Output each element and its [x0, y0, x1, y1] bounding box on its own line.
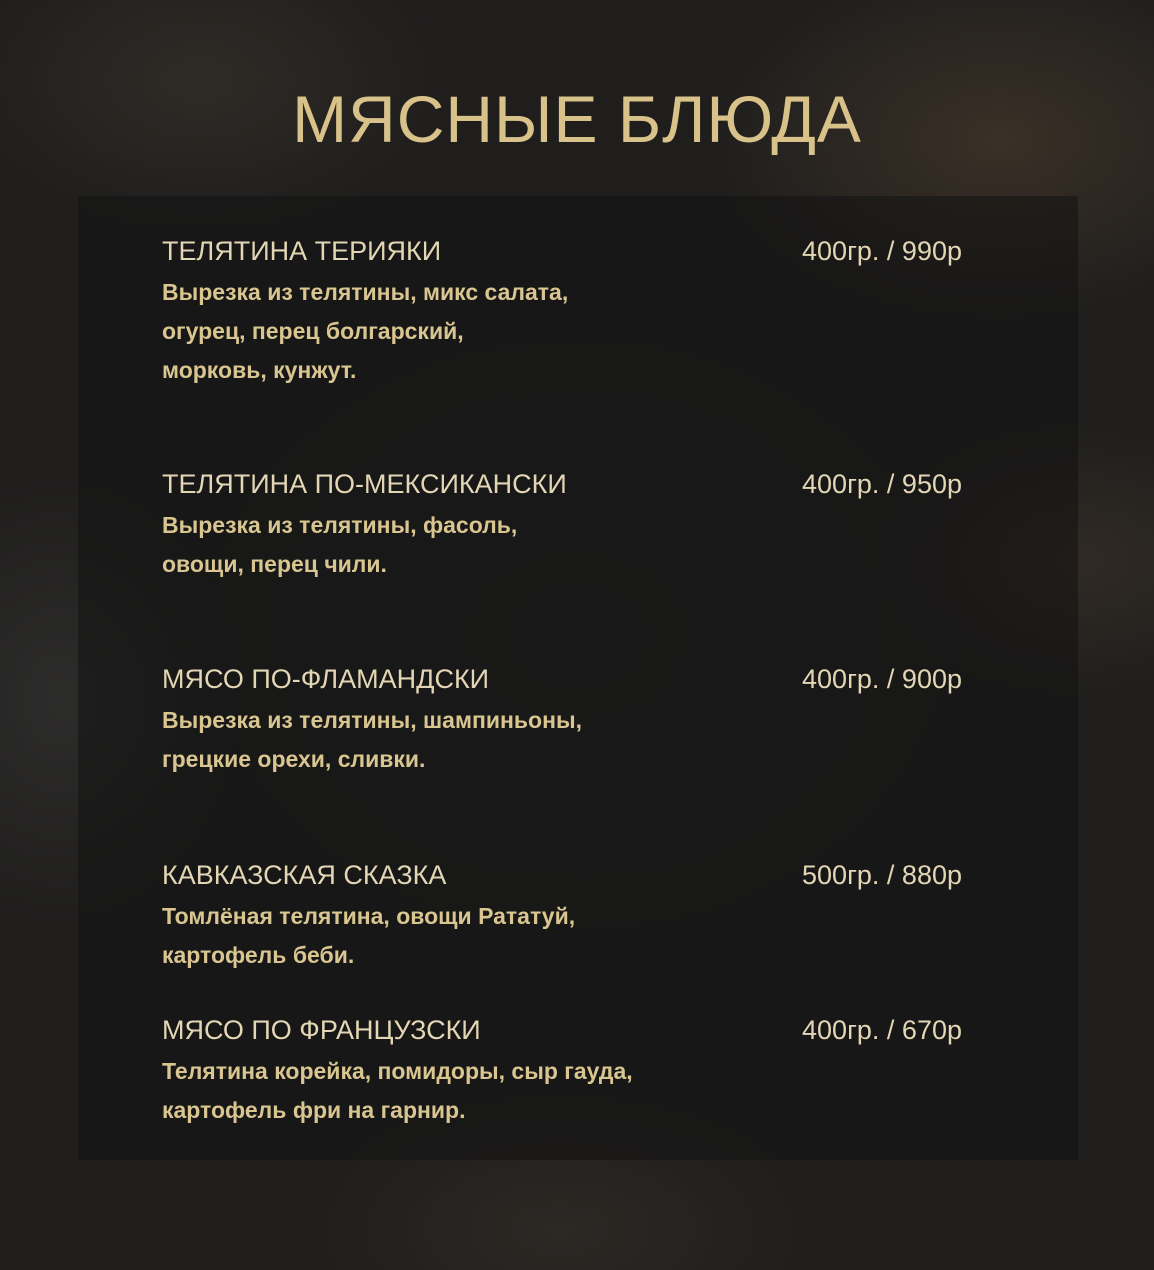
item-price: 400гр. / 990р: [802, 236, 962, 266]
item-price: 500гр. / 880р: [802, 860, 962, 890]
item-description-line: картофель фри на гарнир.: [162, 1097, 466, 1123]
item-description: [162, 897, 575, 975]
item-name: КАВКАЗСКАЯ СКАЗКА: [162, 860, 447, 890]
item-description-line: овощи, перец чили.: [162, 551, 387, 577]
item-description-line: морковь, кунжут.: [162, 357, 357, 383]
item-description: [162, 1052, 633, 1130]
item-price: 400гр. / 900р: [802, 664, 962, 694]
item-description: [162, 701, 582, 779]
item-name: ТЕЛЯТИНА ПО-МЕКСИКАНСКИ: [162, 469, 567, 499]
item-description-line: Вырезка из телятины, фасоль,: [162, 512, 518, 538]
item-name: ТЕЛЯТИНА ТЕРИЯКИ: [162, 236, 442, 266]
item-description: [162, 506, 517, 584]
item-name: МЯСО ПО ФРАНЦУЗСКИ: [162, 1015, 481, 1045]
item-description-line: грецкие орехи, сливки.: [162, 746, 426, 772]
item-price: 400гр. / 670р: [802, 1015, 962, 1045]
item-description-line: Телятина корейка, помидоры, сыр гауда,: [162, 1058, 633, 1084]
item-description-line: картофель беби.: [162, 942, 355, 968]
page-title: МЯСНЫЕ БЛЮДА: [292, 82, 862, 156]
item-name: МЯСО ПО-ФЛАМАНДСКИ: [162, 664, 490, 694]
item-description: [162, 273, 568, 390]
item-description-line: огурец, перец болгарский,: [162, 318, 464, 344]
item-description-line: Томлёная телятина, овощи Рататуй,: [162, 903, 576, 929]
item-price: 400гр. / 950р: [802, 469, 962, 499]
item-description-line: Вырезка из телятины, микс салата,: [162, 279, 569, 305]
item-description-line: Вырезка из телятины, шампиньоны,: [162, 707, 582, 733]
